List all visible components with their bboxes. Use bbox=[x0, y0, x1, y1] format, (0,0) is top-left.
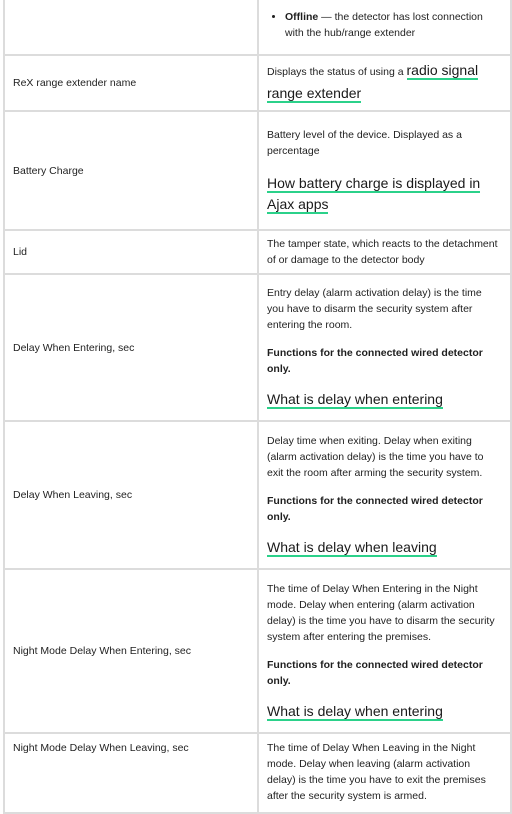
row-name-cell: Battery Charge bbox=[4, 111, 258, 230]
night-delay-when-entering-link[interactable]: What is delay when entering bbox=[267, 702, 443, 719]
table-row bbox=[4, 569, 511, 733]
row-description-cell bbox=[258, 733, 511, 813]
table-row bbox=[4, 274, 511, 421]
table-row bbox=[4, 55, 511, 111]
table-row bbox=[4, 0, 511, 55]
list-item bbox=[285, 9, 500, 41]
settings-table bbox=[3, 0, 512, 814]
table-row bbox=[4, 733, 511, 813]
delay-when-leaving-link[interactable]: What is delay when leaving bbox=[267, 538, 437, 555]
bullet-term: Offline bbox=[285, 11, 319, 23]
row-description-cell bbox=[258, 274, 511, 421]
row-name-cell: Night Mode Delay When Leaving, sec bbox=[4, 733, 258, 813]
table-row bbox=[4, 230, 511, 274]
row-description-text: Displays the status of using a bbox=[267, 66, 407, 78]
table-row bbox=[4, 421, 511, 569]
row-description-text: Delay time when exiting. Delay when exiting (alarm activation delay) is the time you have to exit the room after arming the security system. bbox=[267, 434, 484, 479]
row-note-text: Functions for the connected wired detector only. bbox=[267, 347, 483, 375]
bullet-text: — the detector has lost connection with the hub/range extender bbox=[285, 11, 483, 39]
table-row bbox=[4, 111, 511, 230]
row-description-text: Entry delay (alarm activation delay) is the time you have to disarm the security system after entering the room. bbox=[267, 287, 482, 331]
row-description-cell bbox=[258, 55, 511, 111]
row-description-cell bbox=[258, 569, 511, 733]
row-name-cell: Delay When Entering, sec bbox=[4, 274, 258, 421]
row-name-cell: Lid bbox=[4, 230, 258, 274]
row-description-cell bbox=[258, 230, 511, 274]
row-description-text: The time of Delay When Entering in the Night mode. Delay when entering (alarm activation delay) is the time you have to disarm the security system after entering the premises. bbox=[267, 582, 495, 643]
row-name-cell: ReX range extender name bbox=[4, 55, 258, 111]
delay-when-entering-link[interactable]: What is delay when entering bbox=[267, 391, 443, 407]
row-description-text: Battery level of the device. Displayed as a percentage bbox=[267, 128, 462, 157]
row-name-cell bbox=[4, 0, 258, 55]
battery-charge-link[interactable]: How battery charge is displayed in Ajax apps bbox=[267, 174, 481, 212]
row-name-cell: Delay When Leaving, sec bbox=[4, 421, 258, 569]
row-description-text: The tamper state, which reacts to the detachment of or damage to the detector body bbox=[267, 238, 498, 266]
radio-signal-range-extender-link[interactable]: radio signal range extender bbox=[267, 62, 479, 101]
state-list bbox=[267, 9, 500, 41]
row-note-text: Functions for the connected wired detector only. bbox=[267, 658, 483, 687]
row-description-cell bbox=[258, 0, 511, 55]
row-description-cell bbox=[258, 111, 511, 230]
row-description-cell bbox=[258, 421, 511, 569]
row-name-cell: Night Mode Delay When Entering, sec bbox=[4, 569, 258, 733]
row-note-text: Functions for the connected wired detector only. bbox=[267, 494, 483, 523]
row-description-text: The time of Delay When Leaving in the Night mode. Delay when leaving (alarm activation delay) is the time you have to exit the premises after the security system is armed. bbox=[267, 742, 486, 802]
